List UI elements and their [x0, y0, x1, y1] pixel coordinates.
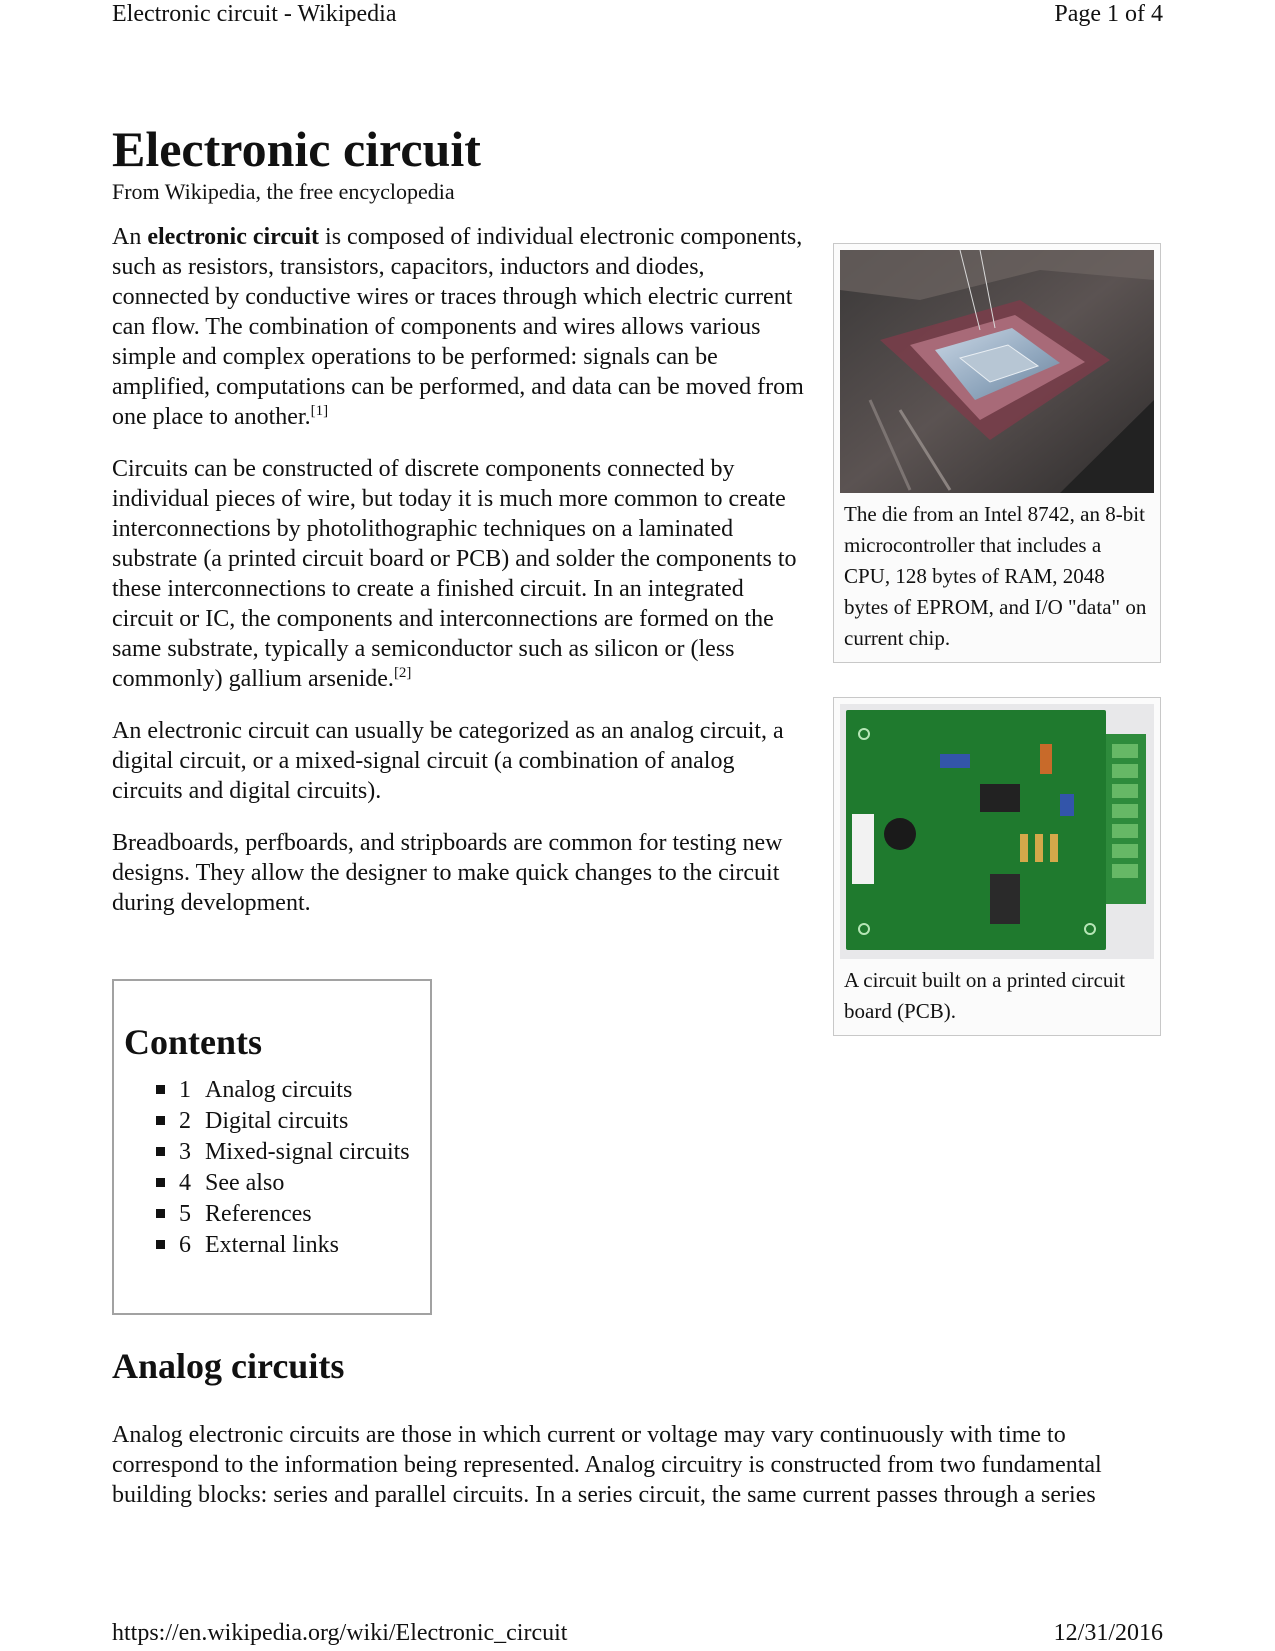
- header-page-title: Electronic circuit - Wikipedia: [112, 1, 397, 27]
- bullet-icon: [156, 1085, 165, 1094]
- toc-list: [156, 1075, 410, 1261]
- bullet-icon: [156, 1209, 165, 1218]
- toc-item-analog-circuits[interactable]: 1 Analog circuits: [156, 1075, 410, 1106]
- bullet-icon: [156, 1116, 165, 1125]
- paragraph-3: An electronic circuit can usually be categorized as an analog circuit, a digital circuit, or a mixed-signal circuit (a combination of analog circuits and digital circuits).: [112, 718, 784, 804]
- figure-pcb: [833, 697, 1161, 1036]
- table-of-contents: [112, 979, 432, 1315]
- page-title: Electronic circuit: [112, 121, 481, 177]
- toc-item-external-links[interactable]: 6 External links: [156, 1230, 410, 1261]
- figure-intel-die: [833, 243, 1161, 663]
- footer-url: https://en.wikipedia.org/wiki/Electronic_circuit: [112, 1620, 568, 1646]
- toc-item-see-also[interactable]: 4 See also: [156, 1168, 410, 1199]
- pcb-photo[interactable]: [840, 704, 1154, 959]
- bullet-icon: [156, 1240, 165, 1249]
- paragraph-1: An electronic circuit is composed of individual electronic components, such as resistors, transistors, capacitors, inductors and diodes, connected by conductive wires or traces through which electric current can flow. The combination of components and wires allows various simple and complex operations to be performed: signals can be amplified, computations can be performed, and data can be moved from one place to another.[1]: [112, 224, 804, 430]
- bold-term: electronic circuit: [147, 224, 320, 250]
- intro-text: [112, 222, 807, 940]
- header-page-number: Page 1 of 4: [1054, 1, 1163, 27]
- paragraph-2: Circuits can be constructed of discrete components connected by individual pieces of wire, but today it is much more common to create interconnections by photolithographic techniques on a laminated substrate (a printed circuit board or PCB) and solder the components to these interconnections to create a finished circuit. In an integrated circuit or IC, the components and interconnections are formed on the same substrate, typically a semiconductor such as silicon or (less commonly) gallium arsenide.[2]: [112, 456, 797, 692]
- bullet-icon: [156, 1147, 165, 1156]
- page-subtitle: From Wikipedia, the free encyclopedia: [112, 179, 455, 204]
- paragraph-4: Breadboards, perfboards, and stripboards are common for testing new designs. They allow the designer to make quick changes to the circuit during development.: [112, 830, 783, 916]
- toc-item-references[interactable]: 5 References: [156, 1199, 410, 1230]
- section-heading-analog-circuits: Analog circuits: [112, 1346, 345, 1386]
- intel-die-photo[interactable]: [840, 250, 1154, 493]
- toc-title: Contents: [124, 1022, 263, 1062]
- bullet-icon: [156, 1178, 165, 1187]
- toc-item-digital-circuits[interactable]: 2 Digital circuits: [156, 1106, 410, 1137]
- analog-paragraph: Analog electronic circuits are those in which current or voltage may vary continuously with time to correspond to the information being represented. Analog circuitry is constructed from two fundamental building blocks: series and parallel circuits. In a series circuit, the same current passes through a series: [112, 1422, 1102, 1508]
- reference-2-link[interactable]: [2]: [393, 665, 412, 681]
- figure-caption: A circuit built on a printed circuit board (PCB).: [844, 968, 1126, 1023]
- figure-caption: The die from an Intel 8742, an 8-bit microcontroller that includes a CPU, 128 bytes of RAM, 2048 bytes of EPROM, and I/O "data" on current chip.: [844, 502, 1147, 650]
- reference-1-link[interactable]: [1]: [310, 403, 329, 419]
- footer-date: 12/31/2016: [1053, 1620, 1163, 1646]
- toc-item-mixed-signal-circuits[interactable]: 3 Mixed-signal circuits: [156, 1137, 410, 1168]
